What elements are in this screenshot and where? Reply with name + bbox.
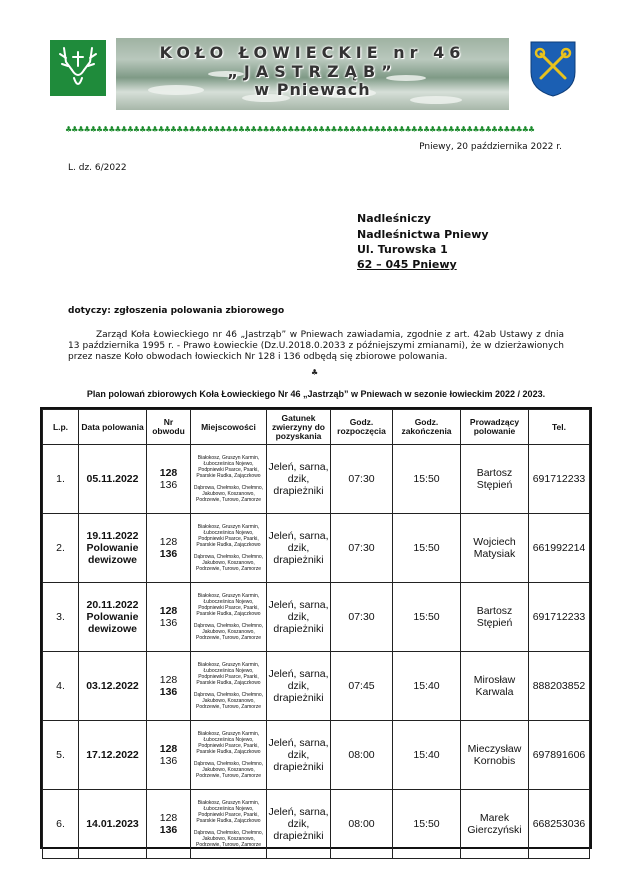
district-cell <box>147 652 191 721</box>
locations-group: Białokosz, Gruszyn Karmin, Łubocześnica Nojewo, Podpniewki Psarce, Psarki, Psarskie Rudka, Zajączkowo <box>196 524 261 548</box>
district-number: 128 <box>159 467 178 479</box>
locations-group: Białokosz, Gruszyn Karmin, Łubocześnica Nojewo, Podpniewki Psarce, Psarki, Psarskie Rudka, Zajączkowo <box>196 455 261 479</box>
hunt-leader: Marek Gierczyński <box>461 790 529 859</box>
phone-number: 691712233 <box>529 583 590 652</box>
hunt-schedule-table <box>40 407 592 849</box>
hunt-date: 19.11.2022 <box>86 530 139 542</box>
locations-group: Białokosz, Gruszyn Karmin, Łubocześnica Nojewo, Podpniewki Psarce, Psarki, Psarskie Rudka, Zajączkowo <box>196 662 261 686</box>
start-time: 07:30 <box>331 445 393 514</box>
district-cell <box>147 445 191 514</box>
locations-cell <box>191 652 267 721</box>
start-time: 08:00 <box>331 721 393 790</box>
table-row <box>43 583 590 652</box>
end-time: 15:50 <box>393 790 461 859</box>
hunt-type: Polowanie dewizowe <box>86 542 139 566</box>
header-cell: Tel. <box>529 410 590 445</box>
addressee-line: Nadleśnictwa Pniewy <box>357 228 489 241</box>
letter-body: Zarząd Koła Łowieckiego nr 46 „Jastrząb” w Pniewach zawiadamia, zgodnie z art. 42ab Ustawy z dnia 13 października 1995 r. - Prawo Łowieckie (Dz.U.2018.0.2033 z późniejszymi zmianami), że w dzierżawionych przez nasze Koło obwodach łowieckich Nr 128 i 136 odbędą się zbiorowe polowania. <box>68 330 564 362</box>
locations-cell <box>191 583 267 652</box>
district-number: 128 <box>159 605 178 617</box>
row-number: 2. <box>43 514 79 583</box>
locations-group: Dąbrowa, Chełmsko, Chełmno, Jakubowo, Koszanowo, Podrzewie, Turowo, Zamorze <box>193 761 264 779</box>
header-cell: Data polowania <box>79 410 147 445</box>
district-cell <box>147 583 191 652</box>
start-time: 07:45 <box>331 652 393 721</box>
district-number: 136 <box>159 617 178 629</box>
hunt-date-cell <box>79 445 147 514</box>
hunt-date-cell <box>79 790 147 859</box>
locations-group: Dąbrowa, Chełmsko, Chełmno, Jakubowo, Koszanowo, Podrzewie, Turowo, Zamorze <box>193 692 264 710</box>
hunt-date: 14.01.2023 <box>86 818 139 830</box>
clover-separator: ♣ <box>311 368 319 377</box>
header-cell: Prowadzący polowanie <box>461 410 529 445</box>
end-time: 15:50 <box>393 583 461 652</box>
game-species: Jeleń, sarna, dzik, drapieżniki <box>267 790 331 859</box>
row-number: 4. <box>43 652 79 721</box>
locations-group: Dąbrowa, Chełmsko, Chełmno, Jakubowo, Koszanowo, Podrzewie, Turowo, Zamorze <box>193 830 264 848</box>
hunt-leader: Mirosław Karwala <box>461 652 529 721</box>
district-number: 128 <box>159 674 178 686</box>
table-row <box>43 721 590 790</box>
banner-title-line1: KOŁO ŁOWIECKIE nr 46 <box>159 43 466 62</box>
locations-cell <box>191 790 267 859</box>
row-number: 3. <box>43 583 79 652</box>
letter-subject: dotyczy: zgłoszenia polowania zbiorowego <box>68 306 285 316</box>
phone-number: 661992214 <box>529 514 590 583</box>
banner-title-line2: „JASTRZĄB” <box>227 62 398 81</box>
game-species: Jeleń, sarna, dzik, drapieżniki <box>267 721 331 790</box>
district-number: 136 <box>159 686 178 698</box>
district-number: 128 <box>159 812 178 824</box>
hunt-leader: Wojciech Matysiak <box>461 514 529 583</box>
reference-number: L. dz. 6/2022 <box>68 163 127 173</box>
header-cell: Godz. rozpoczęcia <box>331 410 393 445</box>
row-number: 1. <box>43 445 79 514</box>
district-number: 128 <box>159 536 178 548</box>
locations-group: Dąbrowa, Chełmsko, Chełmno, Jakubowo, Koszanowo, Podrzewie, Turowo, Zamorze <box>193 485 264 503</box>
end-time: 15:50 <box>393 514 461 583</box>
end-time: 15:40 <box>393 652 461 721</box>
hunt-date: 17.12.2022 <box>86 749 139 761</box>
game-species: Jeleń, sarna, dzik, drapieżniki <box>267 652 331 721</box>
clover-divider: ♣♣♣♣♣♣♣♣♣♣♣♣♣♣♣♣♣♣♣♣♣♣♣♣♣♣♣♣♣♣♣♣♣♣♣♣♣♣♣♣♣♣♣♣♣♣♣♣♣♣♣♣♣♣♣♣♣♣♣♣♣♣♣♣♣♣♣♣♣♣♣♣♣♣♣♣ <box>65 126 535 134</box>
table-row <box>43 790 590 859</box>
hunt-date: 03.12.2022 <box>86 680 139 692</box>
district-number: 136 <box>159 755 178 767</box>
table-row <box>43 652 590 721</box>
header-cell: L.p. <box>43 410 79 445</box>
hunt-date: 05.11.2022 <box>86 473 139 485</box>
phone-number: 668253036 <box>529 790 590 859</box>
hunt-leader: Bartosz Stępień <box>461 445 529 514</box>
hunt-type: Polowanie dewizowe <box>86 611 139 635</box>
start-time: 07:30 <box>331 583 393 652</box>
locations-group: Białokosz, Gruszyn Karmin, Łubocześnica Nojewo, Podpniewki Psarce, Psarki, Psarskie Rudka, Zajączkowo <box>196 800 261 824</box>
hunt-date: 20.11.2022 <box>86 599 139 611</box>
end-time: 15:50 <box>393 445 461 514</box>
municipal-coat-of-arms-icon <box>529 40 577 98</box>
locations-cell <box>191 721 267 790</box>
hunting-club-logo <box>50 40 106 96</box>
row-number: 5. <box>43 721 79 790</box>
phone-number: 691712233 <box>529 445 590 514</box>
locations-cell <box>191 514 267 583</box>
phone-number: 888203852 <box>529 652 590 721</box>
addressee-line: Nadleśniczy <box>357 212 431 225</box>
plan-title: Plan polowań zbiorowych Koła Łowieckiego Nr 46 „Jastrząb” w Pniewach w sezonie łowieckim 2022 / 2023. <box>86 389 546 399</box>
game-species: Jeleń, sarna, dzik, drapieżniki <box>267 445 331 514</box>
hunt-leader: Mieczysław Kornobis <box>461 721 529 790</box>
locations-group: Białokosz, Gruszyn Karmin, Łubocześnica Nojewo, Podpniewki Psarce, Psarki, Psarskie Rudka, Zajączkowo <box>196 731 261 755</box>
hunt-date-cell <box>79 514 147 583</box>
hunt-date-cell <box>79 721 147 790</box>
locations-group: Dąbrowa, Chełmsko, Chełmno, Jakubowo, Koszanowo, Podrzewie, Turowo, Zamorze <box>193 554 264 572</box>
locations-cell <box>191 445 267 514</box>
district-cell <box>147 790 191 859</box>
start-time: 08:00 <box>331 790 393 859</box>
table-row <box>43 445 590 514</box>
table-header-row <box>43 410 590 445</box>
start-time: 07:30 <box>331 514 393 583</box>
table-row <box>43 514 590 583</box>
row-number: 6. <box>43 790 79 859</box>
club-banner <box>116 38 509 110</box>
header-cell: Nr obwodu <box>147 410 191 445</box>
end-time: 15:40 <box>393 721 461 790</box>
locations-group: Dąbrowa, Chełmsko, Chełmno, Jakubowo, Koszanowo, Podrzewie, Turowo, Zamorze <box>193 623 264 641</box>
header-cell: Gatunek zwierzyny do pozyskania <box>267 410 331 445</box>
phone-number: 697891606 <box>529 721 590 790</box>
letter-date: Pniewy, 20 października 2022 r. <box>419 142 562 152</box>
banner-title-line3: w Pniewach <box>254 80 371 99</box>
addressee-line: Ul. Turowska 1 <box>357 243 448 256</box>
district-number: 128 <box>159 743 178 755</box>
district-number: 136 <box>159 824 178 836</box>
district-number: 136 <box>159 479 178 491</box>
addressee-postcode: 62 – 045 Pniewy <box>357 258 457 271</box>
district-cell <box>147 514 191 583</box>
header-cell: Miejscowości <box>191 410 267 445</box>
district-cell <box>147 721 191 790</box>
hunt-date-cell <box>79 652 147 721</box>
hunt-leader: Bartosz Stępień <box>461 583 529 652</box>
game-species: Jeleń, sarna, dzik, drapieżniki <box>267 514 331 583</box>
district-number: 136 <box>159 548 178 560</box>
locations-group: Białokosz, Gruszyn Karmin, Łubocześnica Nojewo, Podpniewki Psarce, Psarki, Psarskie Rudka, Zajączkowo <box>196 593 261 617</box>
game-species: Jeleń, sarna, dzik, drapieżniki <box>267 583 331 652</box>
hunt-date-cell <box>79 583 147 652</box>
header-cell: Godz. zakończenia <box>393 410 461 445</box>
